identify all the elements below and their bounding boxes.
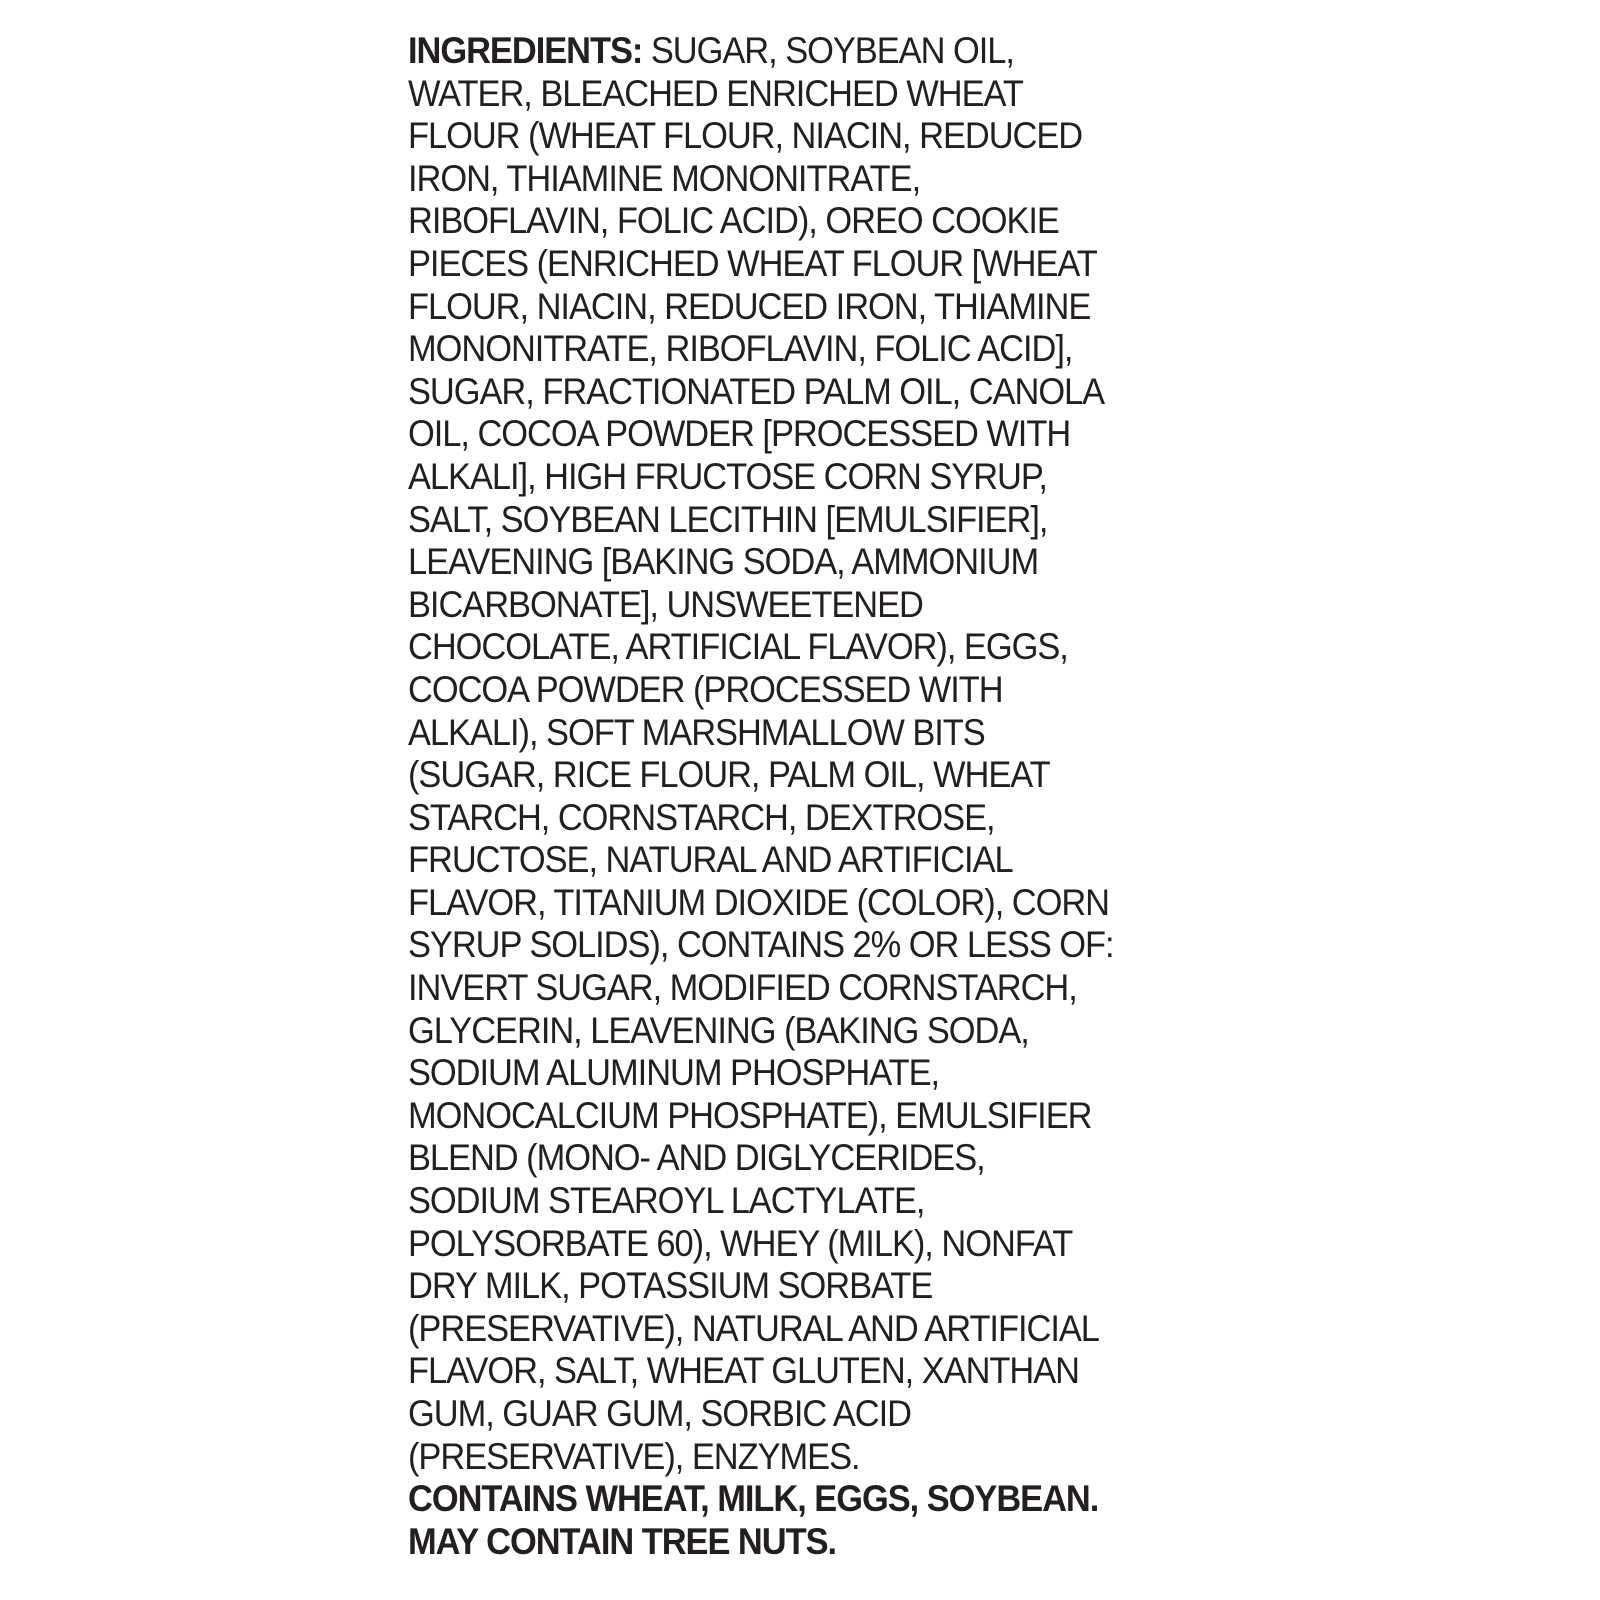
ingredients-line: ALKALI], HIGH FRUCTOSE CORN SYRUP, xyxy=(408,455,1047,497)
ingredients-line xyxy=(408,30,1143,73)
ingredients-line: GUM, GUAR GUM, SORBIC ACID xyxy=(408,1393,911,1434)
allergen-contains-statement: CONTAINS WHEAT, MILK, EGGS, SOYBEAN. xyxy=(408,1478,1099,1520)
ingredients-line: FLAVOR, TITANIUM DIOXIDE (COLOR), CORN xyxy=(408,881,1110,923)
ingredients-line: SODIUM STEAROYL LACTYLATE, xyxy=(408,1180,925,1222)
ingredients-line: (SUGAR, RICE FLOUR, PALM OIL, WHEAT xyxy=(408,754,1050,796)
ingredients-line: BLEND (MONO- AND DIGLYCERIDES, xyxy=(408,1137,985,1179)
ingredients-line: WATER, BLEACHED ENRICHED WHEAT xyxy=(408,72,1023,114)
ingredients-line: FLOUR, NIACIN, REDUCED IRON, THIAMINE xyxy=(408,285,1091,327)
ingredients-line: SYRUP SOLIDS), CONTAINS 2% OR LESS OF: xyxy=(408,924,1114,966)
ingredients-text: SUGAR, SOYBEAN OIL, xyxy=(642,30,1014,71)
ingredients-line: POLYSORBATE 60), WHEY (MILK), NONFAT xyxy=(408,1222,1073,1264)
ingredients-line: IRON, THIAMINE MONONITRATE, xyxy=(408,157,921,199)
ingredients-line: LEAVENING [BAKING SODA, AMMONIUM xyxy=(408,541,1039,583)
ingredients-line: ALKALI), SOFT MARSHMALLOW BITS xyxy=(408,711,985,753)
ingredients-line: FLOUR (WHEAT FLOUR, NIACIN, REDUCED xyxy=(408,115,1083,157)
allergen-may-contain-statement: MAY CONTAIN TREE NUTS. xyxy=(408,1520,837,1562)
ingredients-line: SALT, SOYBEAN LECITHIN [EMULSIFIER], xyxy=(408,498,1048,540)
ingredients-line: MONONITRATE, RIBOFLAVIN, FOLIC ACID], xyxy=(408,328,1073,370)
ingredients-label xyxy=(408,30,1198,1563)
ingredients-line: FLAVOR, SALT, WHEAT GLUTEN, XANTHAN xyxy=(408,1350,1079,1392)
ingredients-line: DRY MILK, POTASSIUM SORBATE xyxy=(408,1265,933,1307)
ingredients-line: STARCH, CORNSTARCH, DEXTROSE, xyxy=(408,796,995,838)
ingredients-line: BICARBONATE], UNSWEETENED xyxy=(408,583,923,625)
ingredients-line: (PRESERVATIVE), NATURAL AND ARTIFICIAL xyxy=(408,1307,1099,1349)
ingredients-line: OIL, COCOA POWDER [PROCESSED WITH xyxy=(408,413,1071,455)
ingredients-line: INVERT SUGAR, MODIFIED CORNSTARCH, xyxy=(408,967,1077,1009)
ingredients-line: PIECES (ENRICHED WHEAT FLOUR [WHEAT xyxy=(408,242,1097,284)
ingredients-line: MONOCALCIUM PHOSPHATE), EMULSIFIER xyxy=(408,1094,1092,1136)
ingredients-line: CHOCOLATE, ARTIFICIAL FLAVOR), EGGS, xyxy=(408,626,1068,668)
ingredients-line: SUGAR, FRACTIONATED PALM OIL, CANOLA xyxy=(408,370,1105,412)
ingredients-line: GLYCERIN, LEAVENING (BAKING SODA, xyxy=(408,1009,1029,1051)
ingredients-line: COCOA POWDER (PROCESSED WITH xyxy=(408,668,1003,710)
ingredients-line: FRUCTOSE, NATURAL AND ARTIFICIAL xyxy=(408,839,1013,881)
ingredients-line: RIBOFLAVIN, FOLIC ACID), OREO COOKIE xyxy=(408,200,1059,242)
ingredients-heading: INGREDIENTS: xyxy=(408,30,643,71)
ingredients-line: SODIUM ALUMINUM PHOSPHATE, xyxy=(408,1052,940,1094)
ingredients-line: (PRESERVATIVE), ENZYMES. xyxy=(408,1435,860,1477)
